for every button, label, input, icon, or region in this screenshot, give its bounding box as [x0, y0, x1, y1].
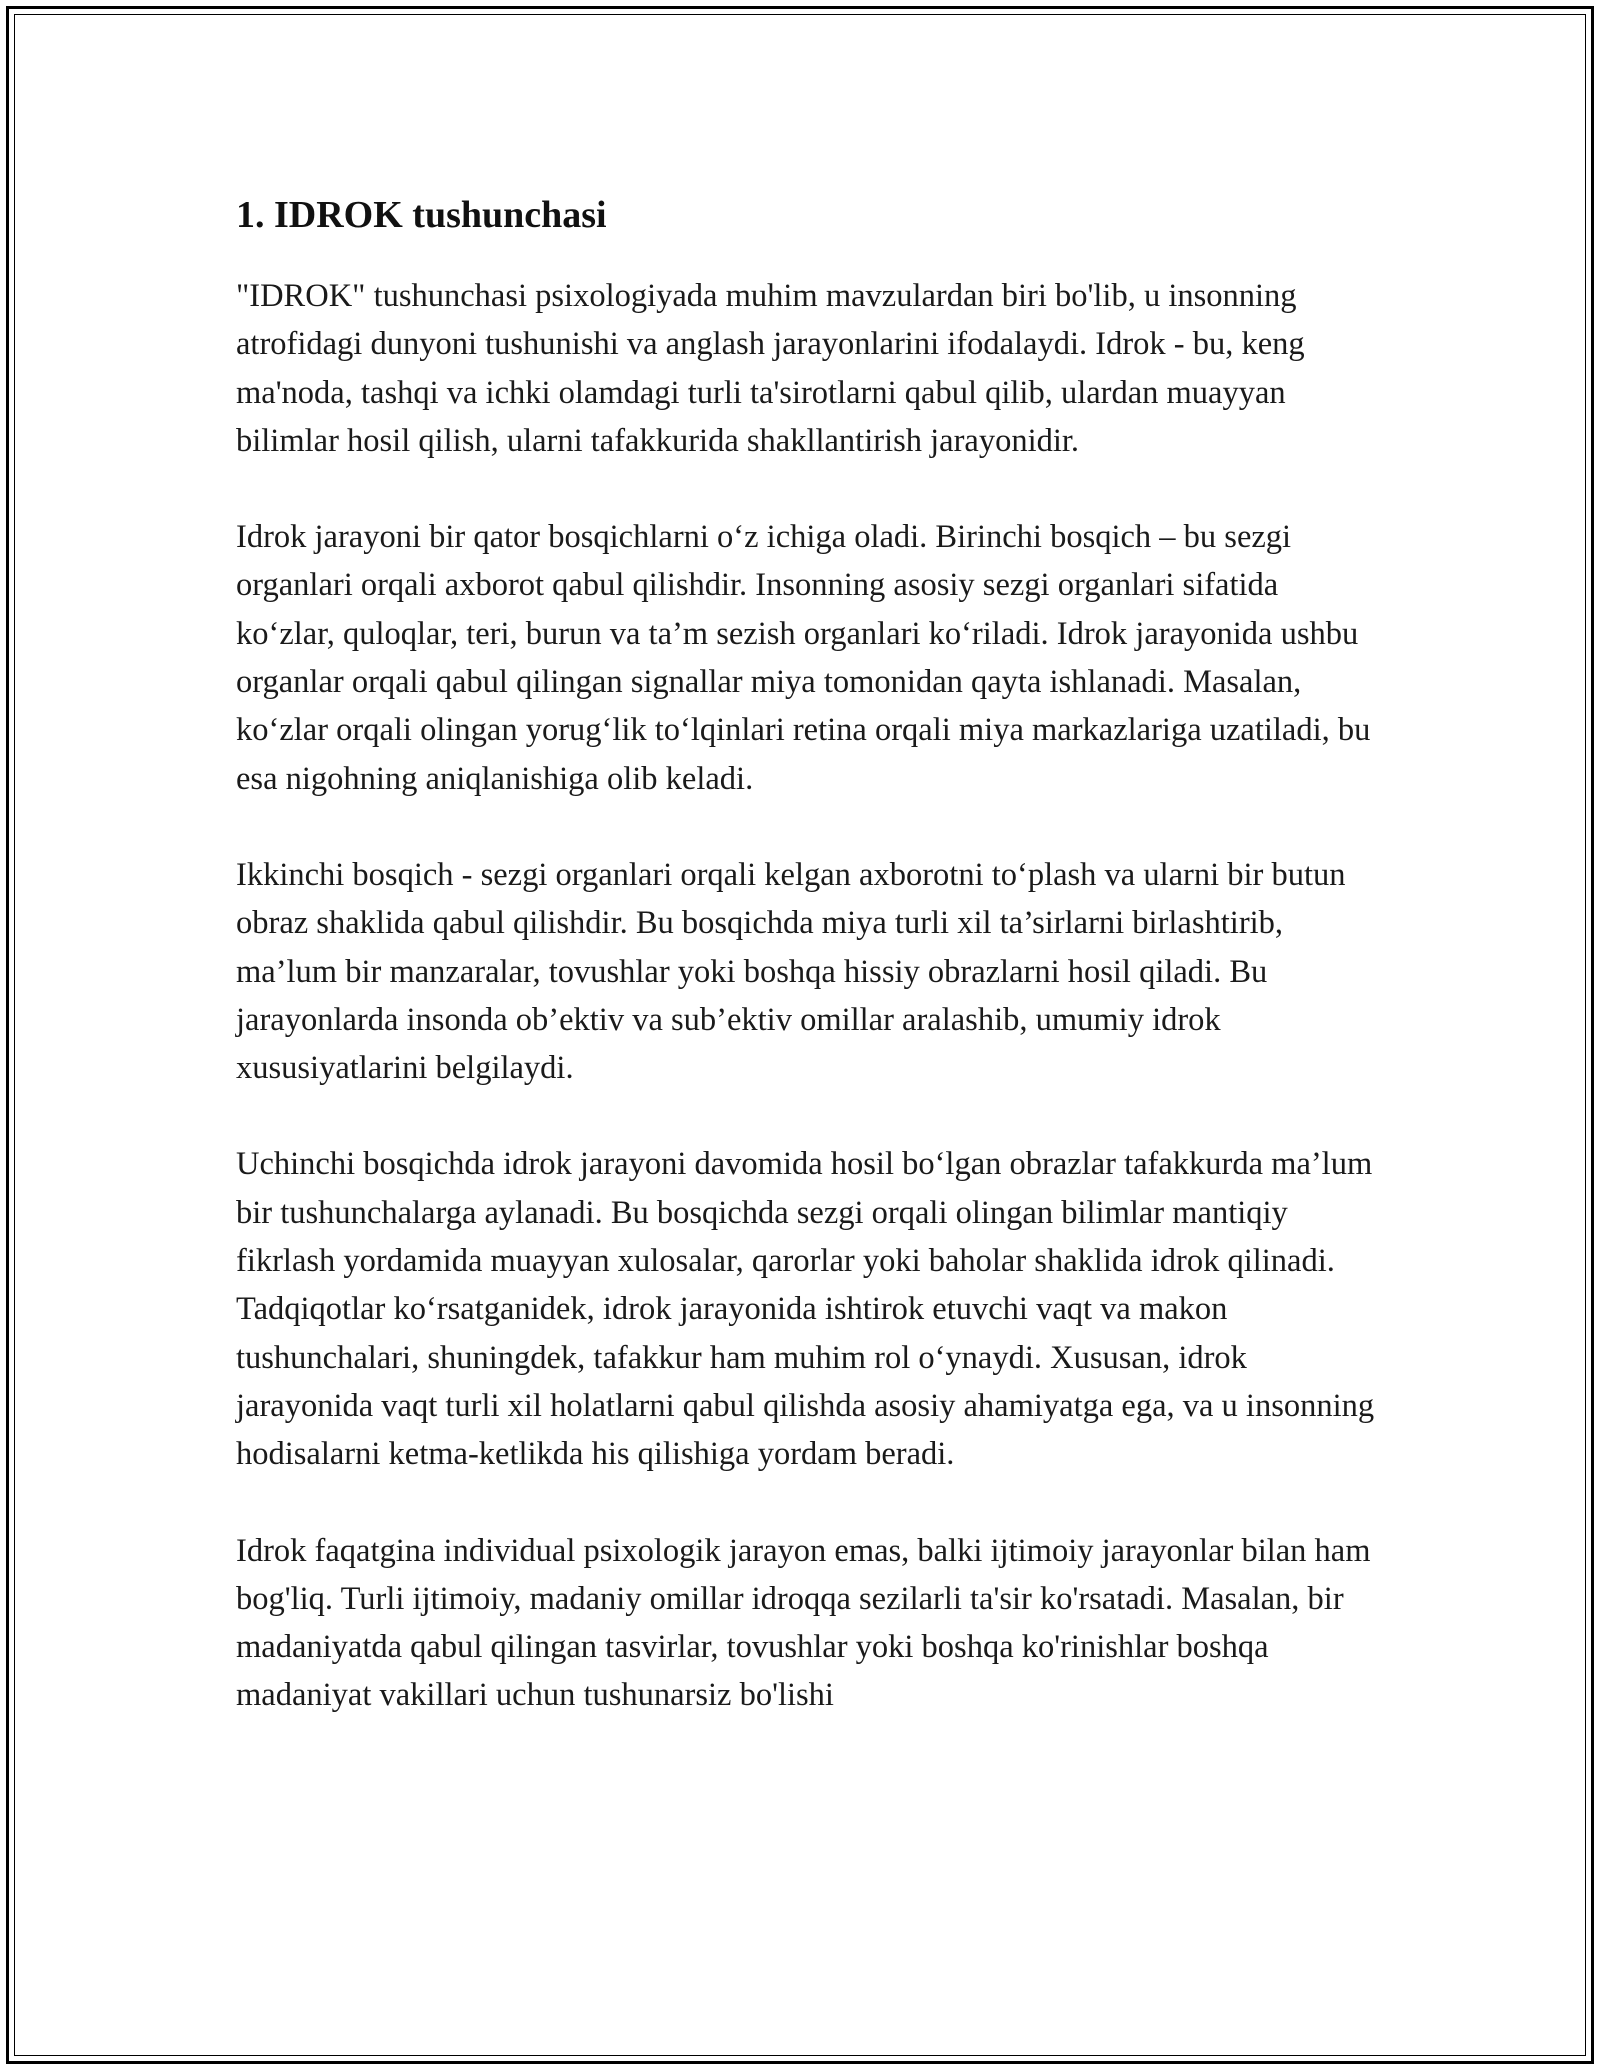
document-body	[236, 184, 1376, 1720]
paragraph-3: Ikkinchi bosqich - sezgi organlari orqali kelgan axborotni to‘plash va ularni bir butun obraz shaklida qabul qilishdir. Bu bosqichda miya turli xil ta’sirlarni birlashtirib, ma’lum bir manzaralar, tovushlar yoki boshqa hissiy obrazlarni hosil qiladi. Bu jarayonlarda insonda ob’ektiv va sub’ektiv omillar aralashib, umumiy idrok xususiyatlarini belgilaydi.	[236, 856, 1346, 1087]
paragraph-1: "IDROK" tushunchasi psixologiyada muhim mavzulardan biri bo'lib, u insonning atrofidagi dunyoni tushunishi va anglash jarayonlarini ifodalaydi. Idrok - bu, keng ma'noda, tashqi va ichki olamdagi turli ta'sirotlarni qabul qilib, ulardan muayyan bilimlar hosil qilish, ularni tafakkurida shakllantirish jarayonidir.	[236, 278, 1305, 459]
paragraph-2: Idrok jarayoni bir qator bosqichlarni o‘z ichiga oladi. Birinchi bosqich – bu sezgi organlari orqali axborot qabul qilishdir. Insonning asosiy sezgi organlari sifatida ko‘zlar, quloqlar, teri, burun va ta’m sezish organlari ko‘riladi. Idrok jarayonida ushbu organlar orqali qabul qilingan signallar miya tomonidan qayta ishlanadi. Masalan, ko‘zlar orqali olingan yorug‘lik to‘lqinlari retina orqali miya markazlariga uzatiladi, bu esa nigohning aniqlanishiga olib keladi.	[236, 519, 1371, 797]
paragraph-5: Idrok faqatgina individual psixologik jarayon emas, balki ijtimoiy jarayonlar bilan ham bog'liq. Turli ijtimoiy, madaniy omillar idroqqa sezilarli ta'sir ko'rsatadi. Masalan, bir madaniyatda qabul qilingan tasvirlar, tovushlar yoki boshqa ko'rinishlar boshqa madaniyat vakillari uchun tushunarsiz bo'lishi	[236, 1532, 1371, 1714]
section-heading: 1. IDROK tushunchasi	[236, 194, 607, 236]
paragraph-4: Uchinchi bosqichda idrok jarayoni davomida hosil bo‘lgan obrazlar tafakkurda ma’lum bir tushunchalarga aylanadi. Bu bosqichda sezgi orqali olingan bilimlar mantiqiy fikrlash yordamida muayyan xulosalar, qarorlar yoki baholar shaklida idrok qilinadi. Tadqiqotlar ko‘rsatganidek, idrok jarayonida ishtirok etuvchi vaqt va makon tushunchalari, shuningdek, tafakkur ham muhim rol o‘ynaydi. Xususan, idrok jarayonida vaqt turli xil holatlarni qabul qilishda asosiy ahamiyatga ega, va u insonning hodisalarni ketma-ketlikda his qilishiga yordam beradi.	[236, 1146, 1375, 1473]
